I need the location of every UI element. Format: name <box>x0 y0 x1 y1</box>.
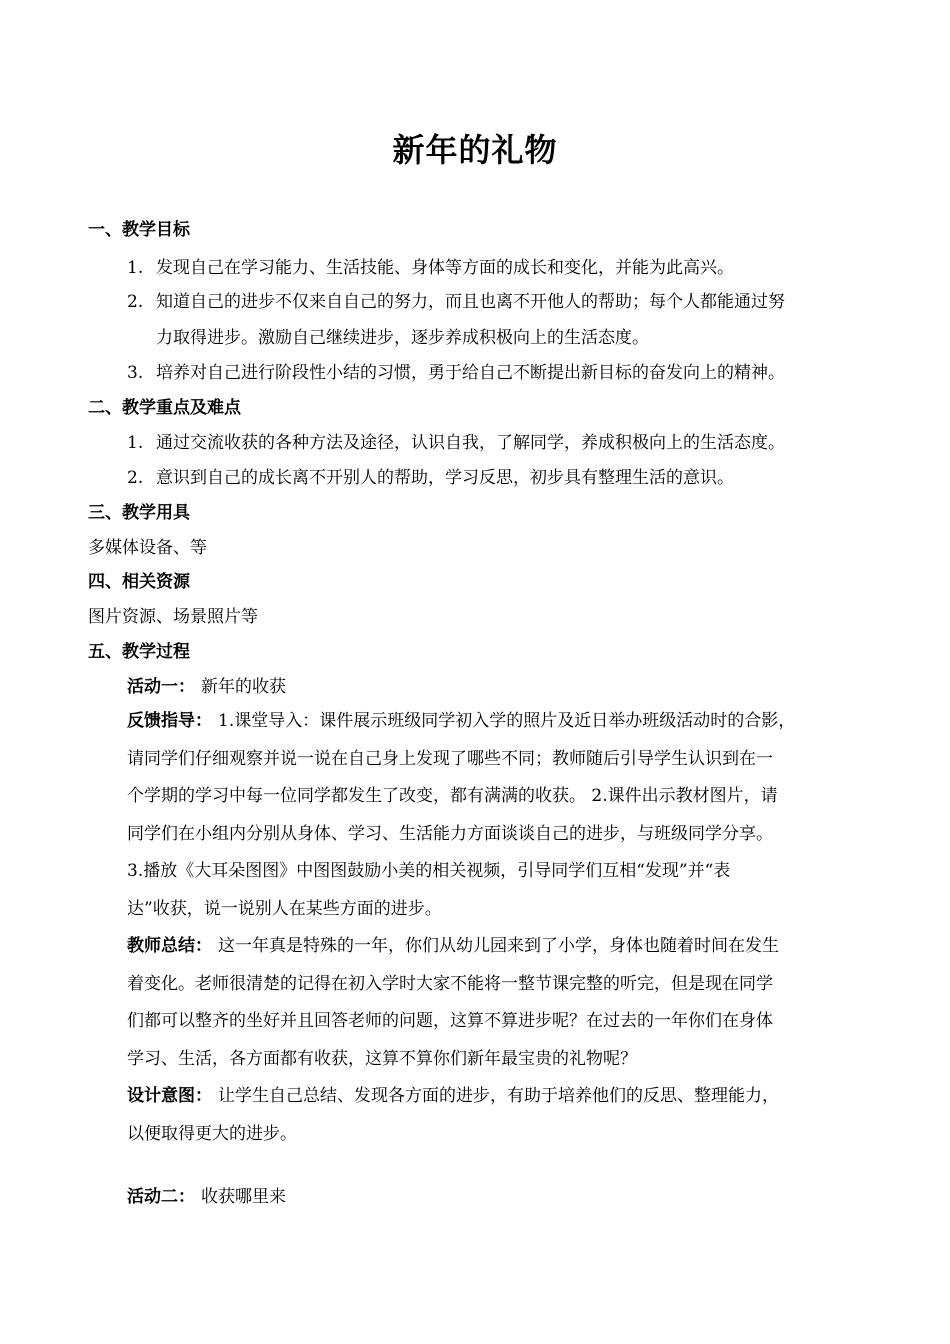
summary-line: 们都可以整齐的坐好并且回答老师的问题，这算不算进步呢？在过去的一年你们在身体 <box>127 1011 773 1031</box>
list-item <box>127 361 785 385</box>
activity-label: 活动一： <box>127 677 195 697</box>
summary-paragraph <box>127 928 872 1078</box>
activity-name: 新年的收获 <box>201 677 286 697</box>
feedback-line: 同学们在小组内分别从身体、学习、生活能力方面谈谈自己的进步，与班级同学分享。 <box>127 823 773 844</box>
section-body-resources: 图片资源、场景照片等 <box>88 607 258 627</box>
summary-label: 教师总结： <box>127 936 212 956</box>
section-heading-tools: 三、教学用具 <box>88 503 190 523</box>
feedback-label: 反馈指导： <box>127 711 212 731</box>
intent-line: 让学生自己总结、发现各方面的进步，有助于培养他们的反思、整理能力， <box>218 1086 779 1106</box>
feedback-paragraph <box>127 703 872 928</box>
list-text: 知道自己的进步不仅来自自己的努力，而且也离不开他人的帮助；每个人都能通过努 <box>156 292 785 312</box>
feedback-line: 3.播放《大耳朵图图》中图图鼓励小美的相关视频，引导同学们互相“发现”并“表 <box>127 861 731 881</box>
feedback-line: 请同学们仔细观察并说一说在自己身上发现了哪些不同；教师随后引导学生认识到在一 <box>127 748 773 769</box>
list-number: 3. <box>127 363 144 383</box>
list-text: 意识到自己的成长离不开别人的帮助，学习反思，初步具有整理生活的意识。 <box>156 468 734 488</box>
summary-line: 这一年真是特殊的一年，你们从幼儿园来到了小学，身体也随着时间在发生 <box>218 936 779 956</box>
intent-paragraph <box>127 1078 872 1153</box>
list-text-continuation: 力取得进步。激励自己继续进步，逐步养成积极向上的生活态度。 <box>156 328 649 348</box>
list-item <box>127 290 785 314</box>
summary-line: 学习、生活，各方面都有收获，这算不算你们新年最宝贵的礼物呢？ <box>127 1048 637 1069</box>
section-heading-objectives: 一、教学目标 <box>88 220 190 240</box>
summary-line: 着变化。老师很清楚的记得在初入学时大家不能将一整节课完整的听完，但是现在同学 <box>127 973 773 994</box>
list-item <box>127 256 734 280</box>
activity-two-heading <box>127 1185 286 1209</box>
activity-one-heading <box>127 675 286 699</box>
feedback-line: 个学期的学习中每一位同学都发生了改变，都有满满的收获。 2.课件出示教材图片，请 <box>127 786 778 806</box>
list-text: 发现自己在学习能力、生活技能、身体等方面的成长和变化，并能为此高兴。 <box>156 258 734 278</box>
list-text: 培养对自己进行阶段性小结的习惯，勇于给自己不断提出新目标的奋发向上的精神。 <box>156 363 785 383</box>
feedback-line: 达”收获，说一说别人在某些方面的进步。 <box>127 898 442 919</box>
list-item <box>127 431 785 455</box>
list-item <box>127 466 734 490</box>
list-number: 2. <box>127 468 144 488</box>
activity-label: 活动二： <box>127 1187 195 1207</box>
section-heading-resources: 四、相关资源 <box>88 572 190 592</box>
list-number: 1. <box>127 433 144 453</box>
feedback-line: 1.课堂导入：课件展示班级同学初入学的照片及近日举办班级活动时的合影， <box>218 711 796 731</box>
intent-line: 以便取得更大的进步。 <box>127 1123 297 1144</box>
page-title: 新年的礼物 <box>392 131 558 169</box>
list-text: 通过交流收获的各种方法及途径，认识自我，了解同学，养成积极向上的生活态度。 <box>156 433 785 453</box>
section-body-tools: 多媒体设备、等 <box>88 538 207 558</box>
activity-name: 收获哪里来 <box>201 1187 286 1207</box>
intent-label: 设计意图： <box>127 1086 212 1106</box>
section-heading-key-points: 二、教学重点及难点 <box>88 398 241 418</box>
list-number: 1. <box>127 258 144 278</box>
list-number: 2. <box>127 292 144 312</box>
section-heading-process: 五、教学过程 <box>88 642 190 662</box>
